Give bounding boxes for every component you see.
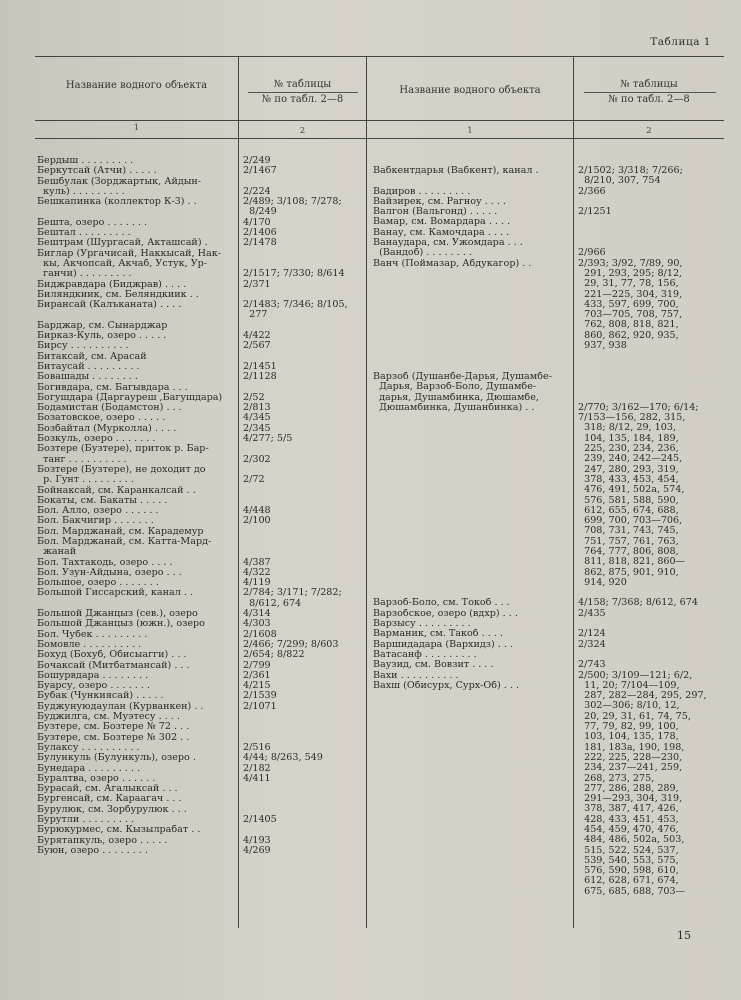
water-body-name: Бойнаксай, см. Каранкалсай . . xyxy=(37,485,196,496)
water-body-name: Варшидадара (Вархидз) . . . xyxy=(373,639,514,650)
right-name-column xyxy=(373,166,573,691)
table-reference xyxy=(578,382,724,392)
water-body-name: Буюн, озеро . . . . . . . . xyxy=(37,845,148,856)
header-middle-rule xyxy=(35,120,724,121)
water-body-name: Бузтере, см. Бозтере № 302 . . xyxy=(37,732,190,743)
table-reference: 708, 731, 743, 745, xyxy=(578,526,679,537)
water-body-name: Вахи . . . . . . . . . . xyxy=(373,670,459,681)
table-reference: 4/158; 7/368; 8/612, 674 xyxy=(578,598,698,609)
table-reference: 2/1483; 7/346; 8/105, xyxy=(243,300,348,311)
table-reference: 234, 237—241, 259, xyxy=(578,763,683,774)
water-body-name xyxy=(373,176,573,186)
table-reference: 2/1251 xyxy=(578,207,612,218)
left-table-header-bottom: № по табл. 2—8 xyxy=(261,94,344,105)
table-reference: 2/799 xyxy=(243,660,271,671)
table-reference: 428, 433, 451, 453, xyxy=(578,814,679,825)
table-reference xyxy=(243,722,363,732)
water-body-name: Битаксай, см. Арасай xyxy=(37,351,147,362)
water-body-name: Бирансай (Калъканата) . . . . xyxy=(37,300,182,311)
water-body-name: Бубак (Чункиясай) . . . . . xyxy=(37,691,164,702)
water-body-name: Биглар (Ургачисай, Наккысай, Нак- xyxy=(37,248,221,259)
table-reference: 2/52 xyxy=(243,392,265,403)
table-reference: 291, 293, 295; 8/12, xyxy=(578,268,683,279)
table-reference: 103, 104, 135, 178, xyxy=(578,732,679,743)
water-body-name: Бургенсай, см. Караагач . . . xyxy=(37,794,182,805)
table-reference: 378, 387, 417, 426, xyxy=(578,804,679,815)
table-reference xyxy=(578,372,724,382)
table-reference: 811, 818, 821, 860— xyxy=(578,557,686,568)
body-divider-2 xyxy=(366,138,367,928)
table-reference xyxy=(578,650,724,660)
table-reference: 937, 938 xyxy=(578,341,627,352)
table-reference: 287, 282—284, 295, 297, xyxy=(578,691,707,702)
table-reference: 2/966 xyxy=(578,248,606,259)
water-body-name: (Вандоб) . . . . . . . . xyxy=(373,248,473,259)
water-body-name xyxy=(373,537,573,547)
water-body-name: Бирсу . . . . . . . . . . xyxy=(37,341,129,352)
body-divider-1 xyxy=(238,138,239,928)
table-reference: 703—705, 708, 757, xyxy=(578,310,683,321)
water-body-name: Бешбулак (Зорджартык, Айдын- xyxy=(37,176,202,187)
col-num-1-right: 1 xyxy=(467,126,473,136)
water-body-name: Бузтере, см. Бозтере № 72 . . . xyxy=(37,722,190,733)
table-label: Таблица 1 xyxy=(650,36,711,48)
water-body-name: Бурюкурмес, см. Кызылрабат . . xyxy=(37,825,201,836)
water-body-name: Барджар, см. Сынарджар xyxy=(37,320,168,331)
water-body-name: Бештал . . . . . . . . . xyxy=(37,228,131,239)
water-body-name: Биляндкиик, см. Беляндкиик . . xyxy=(37,289,199,300)
water-body-name: Бовашады . . . . . . . . xyxy=(37,372,138,383)
table-reference xyxy=(243,321,363,331)
table-reference xyxy=(243,496,363,506)
table-reference: 8/612, 674 xyxy=(243,598,302,609)
water-body-name xyxy=(373,475,573,485)
table-reference: 860, 862, 920, 935, xyxy=(578,330,679,341)
water-body-name: р. Гунт . . . . . . . . . xyxy=(37,475,134,486)
table-reference: 2/1517; 7/330; 8/614 xyxy=(243,269,345,280)
table-reference: 2/393; 3/92, 7/89, 90, xyxy=(578,258,683,269)
table-reference xyxy=(243,177,363,187)
table-reference xyxy=(578,217,724,227)
table-reference: 764, 777, 806, 808, xyxy=(578,546,679,557)
table-reference: 7/153—156, 282, 315, xyxy=(578,413,686,424)
table-reference: 222, 225, 228—230, xyxy=(578,752,683,763)
table-reference: 239, 240, 242—245, xyxy=(578,454,683,465)
table-reference xyxy=(578,619,724,629)
table-reference: 221—225, 304, 319, xyxy=(578,289,683,300)
table-reference: 2/1405 xyxy=(243,815,277,825)
water-body-name xyxy=(373,578,573,588)
table-reference: 2/743 xyxy=(578,660,606,671)
table-reference: 291—293, 304, 319, xyxy=(578,794,683,805)
water-body-name: Бохуд (Бохуб, Обисыагги) . . . xyxy=(37,650,187,661)
water-body-name: Ванч (Поймазар, Абдукагор) . . xyxy=(373,258,532,269)
table-reference xyxy=(243,465,363,475)
right-number-column xyxy=(578,166,724,897)
left-table-header-top: № таблицы xyxy=(273,79,332,90)
table-reference: 762, 808, 818, 821, xyxy=(578,320,679,331)
water-body-name: Варзобское, озеро (вдхр) . . . xyxy=(373,608,518,619)
table-reference: 8/210, 307, 754 xyxy=(578,176,661,187)
right-table-header-bottom: № по табл. 2—8 xyxy=(608,94,690,105)
table-reference: 4/277; 5/5 xyxy=(243,434,293,445)
table-reference: 751, 757, 761, 763, xyxy=(578,536,679,547)
table-reference: 484, 486, 502a, 503, xyxy=(578,835,685,846)
table-reference: 539, 540, 553, 575, xyxy=(578,855,679,866)
water-body-name xyxy=(373,557,573,567)
water-body-name: Большой Джанцыз (южн.), озеро xyxy=(37,619,205,630)
water-body-name: Бол. Бакчигир . . . . . . . xyxy=(37,516,154,527)
table-reference: 225, 230, 234, 236, xyxy=(578,444,679,455)
table-reference: 11, 20; 7/104—109, xyxy=(578,680,680,691)
table-reference: 2/1071 xyxy=(243,701,277,712)
water-body-name: Дюшамбинка, Душанбинка) . . xyxy=(373,402,535,413)
table-reference: 2/770; 3/162—170; 6/14; xyxy=(578,402,699,413)
table-reference: 699, 700, 703—706, xyxy=(578,516,683,527)
table-reference: 4/345 xyxy=(243,413,271,424)
table-reference xyxy=(243,794,363,804)
water-body-name: Бозбайтал (Мурколла) . . . . xyxy=(37,423,177,434)
water-body-name xyxy=(373,588,573,598)
water-body-name: Бомовле . . . . . . . . . . xyxy=(37,639,142,650)
water-body-name xyxy=(373,413,573,423)
water-body-name: танг . . . . . . . . . . xyxy=(37,454,127,465)
table-reference xyxy=(243,712,363,722)
water-body-name: Бочаксай (Митбатмансай) . . . xyxy=(37,660,190,671)
col-num-1-left: 1 xyxy=(133,123,140,133)
table-reference: 2/182 xyxy=(243,763,271,774)
water-body-name xyxy=(373,269,573,279)
water-body-name: Богушдара (Даргауреш ,Багушдара) xyxy=(37,392,223,403)
left-name-column xyxy=(37,156,237,856)
table-reference: 2/249 xyxy=(243,156,271,166)
water-body-name: Бол. Марджанай, см. Карадемур xyxy=(37,526,204,537)
table-reference: 2/466; 7/299; 8/603 xyxy=(243,639,339,650)
table-reference: 20, 29, 31, 61, 74, 75, xyxy=(578,711,691,722)
table-reference: 4/303 xyxy=(243,619,271,630)
col-num-2-right: 2 xyxy=(646,126,652,136)
water-body-name: Бешкапинка (коллектор К-3) . . xyxy=(37,197,197,208)
water-body-name xyxy=(373,454,573,464)
water-body-name xyxy=(373,320,573,330)
table-reference: 247, 280, 293, 319, xyxy=(578,464,679,475)
table-reference: 4/448 xyxy=(243,506,271,517)
water-body-name: Большой Гиссарский, канал . . xyxy=(37,588,194,599)
water-body-name: Бозатовское, озеро . . . . . xyxy=(37,413,166,424)
table-reference: 4/44; 8/263, 549 xyxy=(243,753,323,764)
water-body-name xyxy=(373,434,573,444)
water-body-name: Бол. Узун-Айдына, озеро . . . xyxy=(37,567,182,578)
water-body-name: Вайзирек, см. Рагноу . . . . xyxy=(373,196,507,207)
body-divider-3 xyxy=(573,138,574,928)
table-reference: 2/1128 xyxy=(243,372,277,383)
water-body-name xyxy=(373,568,573,578)
water-body-name xyxy=(373,341,573,351)
page-number: 15 xyxy=(677,929,691,942)
table-reference: 454, 459, 470, 476, xyxy=(578,825,679,835)
right-table-header-top: № таблицы xyxy=(620,79,678,90)
water-body-name xyxy=(373,331,573,341)
table-reference: 2/813 xyxy=(243,403,271,414)
table-reference: 2/1467 xyxy=(243,166,277,177)
right-table-header-rule xyxy=(584,92,716,93)
water-body-name: Биджравдара (Биджрав) . . . . xyxy=(37,279,187,290)
water-body-name: Ватасанф . . . . . . . . . xyxy=(373,649,477,660)
water-body-name: Бол. Алло, озеро . . . . . . xyxy=(37,506,159,517)
water-body-name: куль) . . . . . . . . . xyxy=(37,186,125,197)
table-reference: 302—306; 8/10, 12, xyxy=(578,701,680,712)
table-reference: 2/784; 3/171; 7/282; xyxy=(243,588,342,599)
table-reference: 4/422 xyxy=(243,331,271,342)
water-body-name xyxy=(373,506,573,516)
water-body-name: Буджунуюдаулан (Курванкен) . . xyxy=(37,701,204,712)
table-reference: 4/387 xyxy=(243,557,271,568)
water-body-name: Вамар, см. Вомардара . . . . xyxy=(373,217,511,228)
water-body-name: Дарья, Варзоб-Боло, Душамбе- xyxy=(373,382,537,393)
water-body-name: Бурутли . . . . . . . . . xyxy=(37,815,135,825)
table-reference: 576, 590, 598, 610, xyxy=(578,866,679,877)
table-reference: 181, 183a, 190, 198, xyxy=(578,742,685,753)
water-body-name: Богивдара, см. Багывдара . . . xyxy=(37,382,188,393)
table-reference: 612, 655, 674, 688, xyxy=(578,505,679,516)
table-reference xyxy=(243,547,363,557)
table-reference: 675, 685, 688, 703— xyxy=(578,886,686,897)
table-reference: 4/170 xyxy=(243,217,271,228)
table-reference xyxy=(243,825,363,835)
water-body-name xyxy=(37,310,237,320)
water-body-name: Бердыш . . . . . . . . . xyxy=(37,156,134,166)
water-body-name xyxy=(373,310,573,320)
water-body-name: Бозтере (Бузтере), приток р. Бар- xyxy=(37,444,209,455)
water-body-name: Бозтере (Бузтере), не доходит до xyxy=(37,464,206,475)
table-reference: 268, 273, 275, xyxy=(578,773,655,784)
water-body-name: Ваузид, см. Вовзит . . . . xyxy=(373,660,494,671)
table-reference xyxy=(243,444,363,454)
water-body-name: кы, Акчопсай, Акчаб, Устук, Ур- xyxy=(37,258,208,269)
water-body-name: дарья, Душамбинка, Дюшамбе, xyxy=(373,392,539,403)
table-reference: 2/1502; 3/318; 7/266; xyxy=(578,166,683,176)
water-body-name: Бурятапкуль, озеро . . . . . xyxy=(37,835,168,846)
water-body-name xyxy=(373,465,573,475)
water-body-name: Бештрам (Шургасай, Акташсай) . xyxy=(37,238,208,249)
water-body-name: Бокаты, см. Бакаты . . . . . xyxy=(37,495,168,506)
table-reference: 378, 433, 453, 454, xyxy=(578,474,679,485)
water-body-name: Бол. Тахтакодь, озеро . . . . xyxy=(37,557,173,568)
table-reference: 2/72 xyxy=(243,475,265,486)
header-bottom-rule xyxy=(35,138,724,139)
table-reference xyxy=(243,249,363,259)
table-reference: 2/345 xyxy=(243,423,271,434)
col-num-2-left: 2 xyxy=(299,126,306,136)
water-body-name: Ванаудара, см. Ужомдара . . . xyxy=(373,238,523,249)
water-body-name: Варзоб-Боло, см. Токоб . . . xyxy=(373,598,510,609)
water-body-name: Варзоб (Душанбе-Дарья, Душамбе- xyxy=(373,371,552,382)
left-table-header-rule xyxy=(248,92,358,93)
water-body-name: Варзысу . . . . . . . . . xyxy=(373,619,471,630)
water-body-name: Бурасай, см. Агалыксай . . . xyxy=(37,784,178,795)
table-reference xyxy=(243,486,363,496)
water-body-name: Валгон (Вальгонд) . . . . . xyxy=(373,207,498,218)
table-reference: 2/1451 xyxy=(243,361,277,372)
header-top-rule xyxy=(35,56,724,57)
table-reference: 2/371 xyxy=(243,279,271,290)
table-reference xyxy=(243,259,363,269)
table-reference: 2/1478 xyxy=(243,238,277,249)
table-reference: 2/324 xyxy=(578,639,606,650)
table-reference xyxy=(243,290,363,300)
table-reference: 29, 31, 77, 78, 156, xyxy=(578,279,679,290)
table-reference xyxy=(578,588,724,598)
table-reference xyxy=(243,527,363,537)
water-body-name xyxy=(373,351,573,361)
table-reference: 515, 522, 524, 537, xyxy=(578,845,679,856)
water-body-name: Бол. Чубек . . . . . . . . . xyxy=(37,629,148,640)
water-body-name: Ванау, см. Камочдара . . . . xyxy=(373,227,510,238)
table-reference: 476, 491, 502a, 574, xyxy=(578,485,685,496)
right-name-header: Название водного объекта xyxy=(399,85,541,96)
water-body-name xyxy=(373,516,573,526)
table-reference: 2/435 xyxy=(578,608,606,619)
table-reference xyxy=(243,352,363,362)
water-body-name: Буджилга, см. Муэтесу . . . . xyxy=(37,712,180,723)
water-body-name: Бозкуль, озеро . . . . . . . xyxy=(37,434,156,445)
table-reference: 318; 8/12, 29, 103, xyxy=(578,423,677,434)
table-reference: 8/249 xyxy=(243,207,277,218)
table-reference: 2/1406 xyxy=(243,228,277,239)
water-body-name: Булаксу . . . . . . . . . . xyxy=(37,742,140,753)
water-body-name: Буралтва, озеро . . . . . . xyxy=(37,773,156,784)
table-reference: 277 xyxy=(243,310,268,321)
table-reference xyxy=(578,351,724,361)
water-body-name xyxy=(373,496,573,506)
water-body-name xyxy=(373,547,573,557)
water-body-name: Вабкентдарья (Вабкент), канал . xyxy=(373,166,539,176)
water-body-name: Беркутсай (Атчи) . . . . . xyxy=(37,166,157,177)
water-body-name: Вадиров . . . . . . . . . xyxy=(373,186,471,197)
water-body-name: ганчи) . . . . . . . . . xyxy=(37,269,132,280)
table-reference: 612, 628, 671, 674, xyxy=(578,876,679,887)
water-body-name: Бол. Марджанай, см. Катта-Мард- xyxy=(37,536,212,547)
water-body-name: Варманик, см. Такоб . . . . xyxy=(373,629,503,640)
table-reference xyxy=(578,238,724,248)
table-reference: 2/224 xyxy=(243,186,271,197)
left-name-header: Название водного объекта xyxy=(65,80,208,91)
water-body-name: Бодамистан (Бодамстон) . . . xyxy=(37,403,182,414)
water-body-name: Бурулюк, см. Зорбурулюк . . . xyxy=(37,804,187,815)
table-reference xyxy=(578,228,724,238)
water-body-name xyxy=(373,362,573,372)
table-reference: 277, 286, 288, 289, xyxy=(578,783,679,794)
table-reference xyxy=(578,197,724,207)
water-body-name xyxy=(373,279,573,289)
table-reference: 2/100 xyxy=(243,516,271,527)
table-reference xyxy=(243,383,363,393)
water-body-name xyxy=(37,207,237,217)
water-body-name: Вахш (Обисурх, Сурх-Об) . . . xyxy=(373,680,520,691)
table-reference: 4/215 xyxy=(243,681,271,692)
table-reference: 2/489; 3/108; 7/278; xyxy=(243,197,342,208)
table-reference xyxy=(243,784,363,794)
table-reference: 2/567 xyxy=(243,341,271,352)
table-reference: 2/654; 8/822 xyxy=(243,650,305,661)
table-reference: 2/1539 xyxy=(243,691,277,702)
water-body-name xyxy=(373,300,573,310)
table-reference: 2/124 xyxy=(578,629,606,640)
water-body-name: Большое, озеро . . . . . . . xyxy=(37,578,159,589)
table-reference: 2/366 xyxy=(578,186,606,197)
water-body-name: Бирказ-Куль, озеро . . . . . xyxy=(37,331,167,342)
water-body-name xyxy=(373,290,573,300)
table-reference: 862, 875, 901, 910, xyxy=(578,567,679,578)
table-reference: 4/411 xyxy=(243,773,271,784)
table-reference: 4/314 xyxy=(243,609,271,620)
water-body-name: Булункуль (Булункуль), озеро . xyxy=(37,753,196,764)
water-body-name: жанай xyxy=(37,547,77,558)
table-reference: 2/1608 xyxy=(243,629,277,640)
table-reference xyxy=(578,362,724,372)
table-reference: 4/269 xyxy=(243,845,271,856)
table-reference: 914, 920 xyxy=(578,577,627,588)
table-reference: 2/302 xyxy=(243,454,271,465)
table-reference: 433, 597, 699, 700, xyxy=(578,299,679,310)
table-reference xyxy=(578,393,724,403)
table-reference: 2/500; 3/109—121; 6/2, xyxy=(578,670,693,681)
table-reference: 2/361 xyxy=(243,670,271,681)
table-reference: 104, 135, 184, 189, xyxy=(578,433,679,444)
table-reference: 2/516 xyxy=(243,742,271,753)
table-reference xyxy=(243,537,363,547)
water-body-name xyxy=(373,526,573,536)
water-body-name: Бошурвдара . . . . . . . . xyxy=(37,670,149,681)
water-body-name xyxy=(373,485,573,495)
table-reference xyxy=(243,805,363,815)
water-body-name: Бунедара . . . . . . . . . xyxy=(37,763,141,774)
left-number-column xyxy=(243,156,363,856)
table-reference xyxy=(243,733,363,743)
table-reference: 4/119 xyxy=(243,578,271,589)
table-reference: 576, 581, 588, 590, xyxy=(578,495,679,506)
table-reference: 77, 79, 82, 99, 100, xyxy=(578,722,679,733)
table-reference: 4/193 xyxy=(243,835,271,846)
water-body-name: Бешта, озеро . . . . . . . xyxy=(37,217,148,228)
water-body-name xyxy=(37,599,237,609)
water-body-name xyxy=(373,423,573,433)
table-reference: 4/322 xyxy=(243,567,271,578)
water-body-name: Большой Джанцыз (сев.), озеро xyxy=(37,609,198,620)
water-body-name: Битаусай . . . . . . . . . xyxy=(37,361,140,372)
water-body-name xyxy=(373,444,573,454)
water-body-name: Буарсу, озеро . . . . . . . xyxy=(37,681,150,692)
